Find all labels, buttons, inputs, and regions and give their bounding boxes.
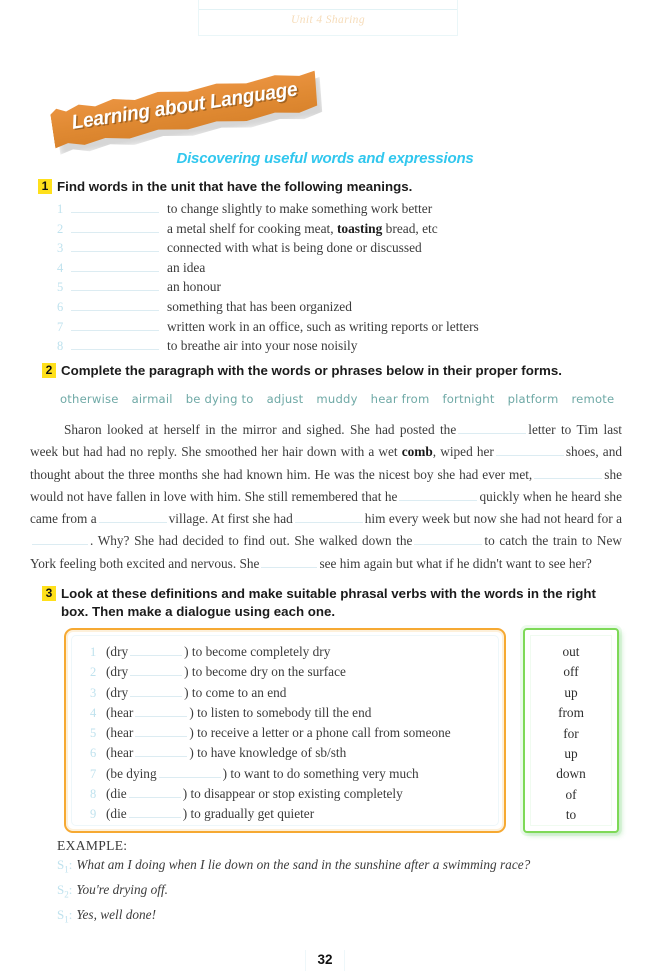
exercise-3-boxes — [64, 628, 620, 833]
paragraph-blank-4[interactable] — [399, 490, 477, 501]
exercise-1-title: Find words in the unit that have the following meanings. — [57, 179, 413, 194]
phrasal-verb-stem: (dry — [106, 664, 129, 680]
section-subtitle: Discovering useful words and expressions — [176, 150, 474, 167]
definition-index: 4 — [57, 260, 64, 275]
phrasal-verb-index: 3 — [90, 685, 97, 700]
definition-index: 1 — [57, 202, 64, 216]
word-bank-item: fortnight — [442, 392, 495, 406]
particle-item: down — [556, 766, 586, 782]
definition-answer-blank[interactable] — [71, 338, 159, 350]
paragraph-blank-3[interactable] — [534, 468, 602, 479]
particle-item: from — [558, 705, 584, 721]
word-bank-item: airmail — [131, 392, 173, 406]
particle-item: off — [563, 664, 579, 680]
example-dialogue — [57, 855, 597, 930]
definition-index: 6 — [57, 299, 64, 314]
definition-answer-blank[interactable] — [71, 260, 159, 272]
paragraph-blank-2[interactable] — [496, 445, 564, 456]
definition-row — [57, 221, 577, 241]
paragraph-blank-6[interactable] — [295, 512, 363, 523]
word-bank-item: hear from — [370, 392, 430, 406]
speaker-index: 2 — [64, 889, 69, 900]
word-bank-item: remote — [571, 392, 615, 406]
phrasal-verb-row — [90, 664, 498, 684]
phrasal-verb-index: 6 — [90, 746, 97, 761]
paragraph-seg-4: shoes, and thought about the three months she had known him. He was the nicest boy she had ever met, — [30, 444, 622, 482]
word-bank-item: adjust — [266, 392, 304, 406]
definition-row — [57, 260, 577, 280]
word-bank-item: otherwise — [60, 392, 119, 406]
exercise-2-heading — [42, 362, 627, 380]
paragraph-seg-6: quickly when he heard she came from a — [30, 488, 622, 527]
particle-item: to — [565, 807, 577, 823]
particle-item: of — [565, 786, 577, 802]
phrasal-verb-stem: (dry — [106, 684, 129, 700]
exercise-1-heading — [38, 178, 618, 196]
phrasal-verb-row — [90, 685, 498, 705]
definition-index: 3 — [57, 241, 64, 256]
speaker-index: 1 — [64, 864, 69, 875]
definition-answer-blank[interactable] — [71, 201, 159, 213]
definition-index: 8 — [57, 339, 64, 354]
paragraph-seg-10: to catch the train to New York feeling both excited and nervous. She — [30, 533, 622, 571]
phrasal-verb-definition: ) to have knowledge of sb/sth — [189, 745, 347, 761]
definitions-box — [64, 628, 506, 833]
exercise-2-title: Complete the paragraph with the words or phrases below in their proper forms. — [61, 363, 562, 378]
page-footer — [0, 950, 650, 971]
phrasal-verb-definition: ) to become dry on the surface — [184, 664, 346, 680]
phrasal-verb-index: 7 — [90, 766, 97, 781]
phrasal-verb-index: 2 — [90, 665, 97, 680]
paragraph-seg-1: Sharon looked at herself in the mirror and sighed. She had posted the — [64, 422, 457, 437]
running-title: Unit 4 Sharing — [291, 14, 365, 26]
phrasal-verb-stem: (dry — [106, 644, 129, 659]
word-bank-item: platform — [507, 392, 559, 406]
paragraph-blank-5[interactable] — [99, 512, 167, 523]
phrasal-verb-blank[interactable] — [135, 746, 187, 757]
paragraph-seg-3: , wiped her — [432, 444, 494, 460]
exercise-1-list — [57, 201, 577, 358]
speaker-label: $S_1$: — [57, 857, 73, 875]
phrasal-verb-index: 4 — [90, 705, 97, 720]
paragraph-seg-7: village. At first she had — [168, 511, 293, 527]
definition-text: to breathe air into your nose noisily — [167, 338, 358, 354]
phrasal-verb-blank[interactable] — [135, 706, 187, 717]
phrasal-verb-blank[interactable] — [129, 807, 181, 818]
exercise-3-heading — [42, 585, 622, 621]
example-line-text: What am I doing when I lie down on the sand in the sunshine after a swimming race? — [76, 857, 531, 872]
speaker-label: $S_2$: — [57, 882, 73, 900]
definition-text: something that has been organized — [167, 298, 352, 314]
phrasal-verb-index: 1 — [90, 645, 97, 659]
phrasal-verb-index: 9 — [90, 807, 97, 822]
running-header — [198, 0, 458, 36]
particles-list — [530, 635, 612, 826]
exercise-1 — [38, 178, 618, 196]
phrasal-verb-definition: ) to disappear or stop existing completely — [182, 786, 403, 802]
phrasal-verb-definition: ) to receive a letter or a phone call from someone — [189, 725, 451, 741]
phrasal-verb-row — [90, 705, 498, 725]
phrasal-verb-blank[interactable] — [130, 665, 182, 676]
phrasal-verb-stem: (hear — [106, 745, 134, 761]
definition-text: connected with what is being done or discussed — [167, 240, 422, 256]
exercise-3 — [42, 585, 622, 621]
particles-box — [523, 628, 619, 833]
example-line-text: You're drying off. — [76, 882, 168, 898]
page-number: 32 — [305, 950, 345, 971]
exercise-2-number: 2 — [42, 363, 56, 378]
phrasal-verb-definition: ) to become completely dry — [184, 644, 331, 659]
example-block — [57, 836, 597, 930]
word-bank-item: be dying to — [185, 392, 254, 406]
phrasal-verb-row — [90, 806, 498, 826]
definition-row — [57, 338, 577, 358]
banner-label: Learning about Language — [70, 78, 299, 134]
definition-answer-blank[interactable] — [71, 221, 159, 233]
phrasal-verb-row — [90, 766, 498, 786]
example-label: EXAMPLE: — [57, 838, 128, 853]
exercise-3-number: 3 — [42, 586, 56, 601]
definition-index: 5 — [57, 280, 64, 295]
phrasal-verb-index: 8 — [90, 787, 97, 802]
definition-row — [57, 240, 577, 260]
example-line-text: Yes, well done! — [76, 907, 157, 923]
phrasal-verb-definition: ) to listen to somebody till the end — [189, 704, 372, 720]
phrasal-verb-row — [90, 745, 498, 765]
definition-row — [57, 201, 577, 221]
definition-row — [57, 299, 577, 319]
definition-answer-blank[interactable] — [71, 240, 159, 252]
phrasal-verb-blank[interactable] — [130, 645, 182, 656]
paragraph-blank-7[interactable] — [32, 534, 88, 545]
exercise-2-word-bank — [60, 392, 615, 406]
example-line — [57, 855, 597, 880]
particle-item: up — [564, 684, 578, 700]
definition-index: 7 — [57, 319, 64, 334]
definition-row — [57, 279, 577, 299]
definition-text: an idea — [167, 259, 206, 275]
paragraph-seg-2: letter to Tim last week but had had no reply. She smoothed her hair down with a wet — [30, 422, 622, 460]
definition-index: 2 — [57, 221, 64, 236]
definition-text: a metal shelf for cooking meat, toasting bread, etc — [167, 220, 438, 236]
word-bank-item: muddy — [316, 392, 358, 406]
paragraph-blank-1[interactable] — [458, 423, 526, 434]
phrasal-verb-stem: (be dying — [106, 765, 157, 781]
exercise-2-paragraph — [30, 419, 622, 575]
phrasal-verb-definition: ) to come to an end — [184, 684, 287, 700]
definition-text: written work in an office, such as writing reports or letters — [167, 318, 479, 334]
phrasal-verb-row — [90, 786, 498, 806]
example-line — [57, 905, 597, 930]
definition-text: an honour — [167, 279, 221, 295]
exercise-2 — [42, 362, 627, 380]
definition-answer-blank[interactable] — [71, 279, 159, 291]
phrasal-verb-row — [90, 725, 498, 745]
example-line — [57, 880, 597, 905]
paragraph-seg-8: him every week but now she had not heard for a — [364, 511, 622, 527]
phrasal-verb-stem: (hear — [106, 725, 134, 741]
definition-text: to change slightly to make something work better — [167, 201, 433, 216]
paragraph-blank-9[interactable] — [261, 557, 317, 568]
paragraph-seg-9: . Why? She had decided to find out. She walked down the — [90, 533, 413, 549]
phrasal-verb-stem: (die — [106, 806, 127, 822]
particle-item: for — [563, 725, 579, 741]
definition-bold-term: toasting — [336, 220, 383, 236]
speaker-index: 1 — [64, 914, 69, 925]
paragraph-seg-5: she would not have fallen in love with him. She still remembered that he — [30, 466, 622, 504]
paragraph-seg-11: see him again but what if he didn't want to see her? — [319, 555, 592, 571]
phrasal-verb-blank[interactable] — [130, 686, 182, 697]
particle-item: out — [562, 644, 580, 659]
phrasal-verb-blank[interactable] — [135, 726, 187, 737]
phrasal-verb-index: 5 — [90, 726, 97, 741]
phrasal-verb-stem: (die — [106, 786, 127, 802]
paragraph-bold-comb: comb — [401, 444, 433, 460]
phrasal-verb-blank[interactable] — [129, 787, 181, 798]
header-divider — [199, 9, 457, 10]
particle-item: up — [564, 745, 578, 761]
definition-row — [57, 319, 577, 339]
phrasal-verb-blank[interactable] — [159, 767, 221, 778]
definition-answer-blank[interactable] — [71, 299, 159, 311]
phrasal-verb-row — [90, 644, 498, 664]
speaker-label: $S_1$: — [57, 907, 73, 925]
exercise-3-title: Look at these definitions and make suitable phrasal verbs with the words in the right box. Then make a dialogue using each one. — [61, 586, 596, 619]
definition-answer-blank[interactable] — [71, 319, 159, 331]
paragraph-blank-8[interactable] — [414, 534, 482, 545]
definitions-list — [71, 635, 499, 826]
exercise-1-number: 1 — [38, 179, 52, 194]
phrasal-verb-definition: ) to gradually get quieter — [182, 806, 315, 822]
phrasal-verb-stem: (hear — [106, 704, 134, 720]
phrasal-verb-definition: ) to want to do something very much — [222, 765, 419, 781]
